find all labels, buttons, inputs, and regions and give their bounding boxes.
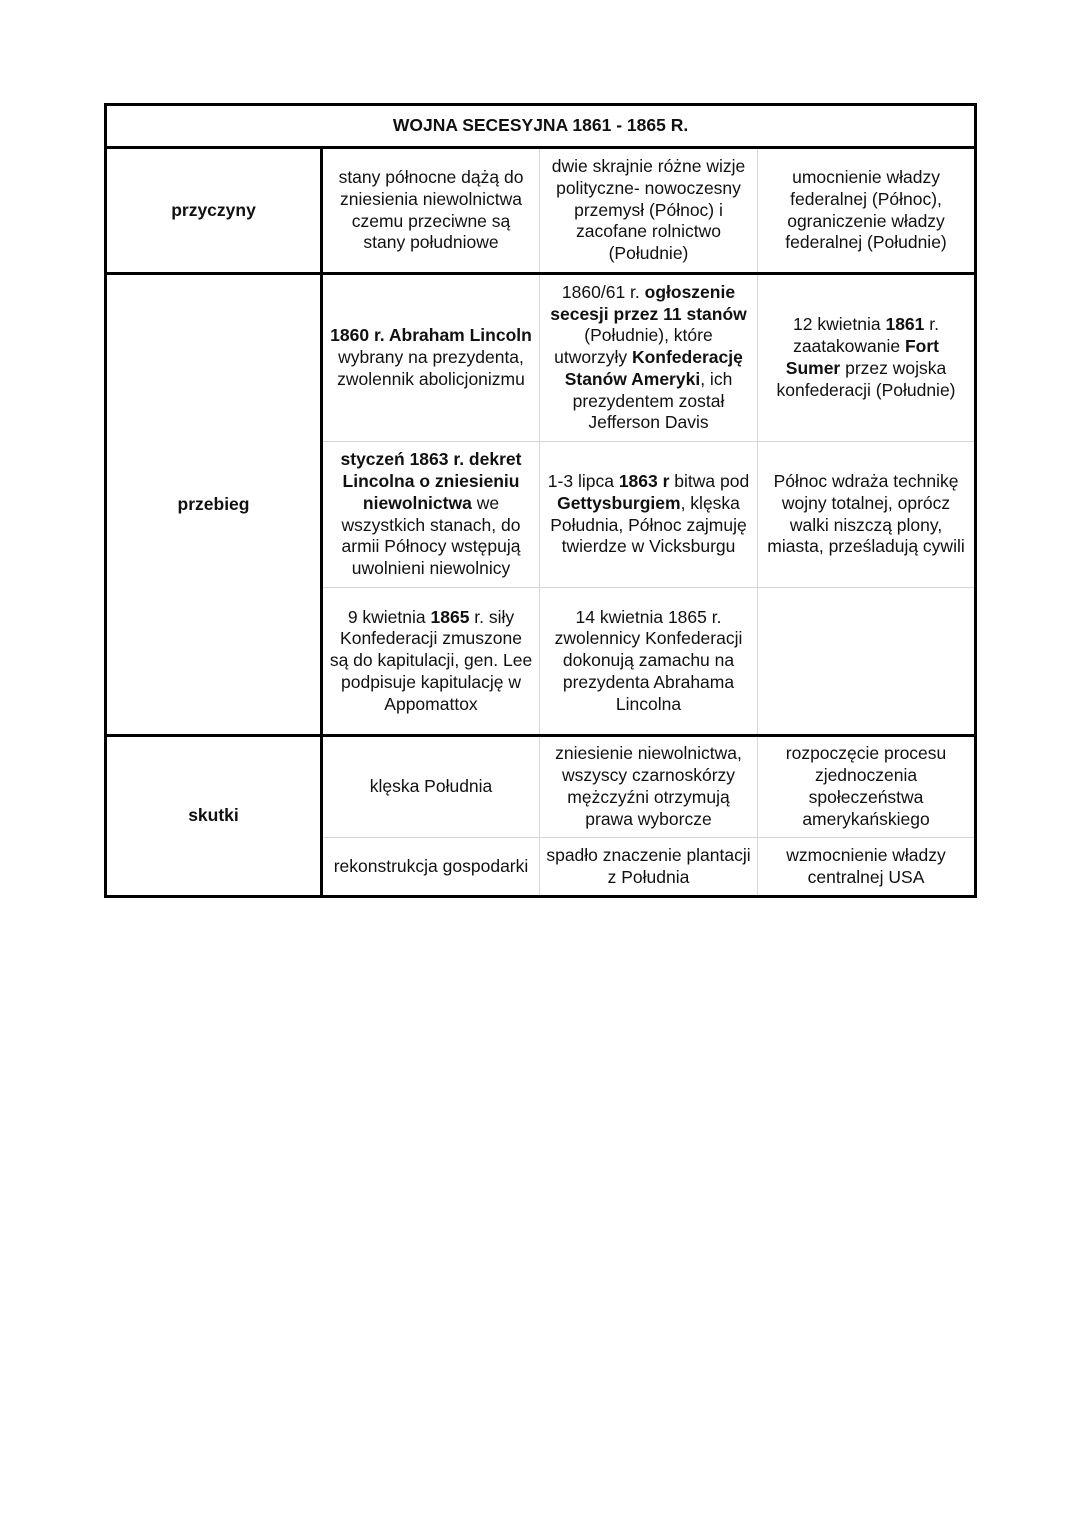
cell-text-segment: dwie skrajnie różne wizje polityczne- nowoczesny przemysł (Północ) i zacofane rolnictwo (Południe): [551, 156, 746, 264]
cell-text-segment: r. zaatakowanie: [793, 314, 939, 357]
row-skutki-1: [106, 736, 976, 838]
cell-text-segment: Północ wdraża technikę wojny totalnej, oprócz walki niszczą plony, miasta, prześladują cywili: [767, 470, 965, 557]
row-przebieg-1: [106, 274, 976, 442]
cell-przyczyny-1: [322, 148, 540, 274]
table-title: WOJNA SECESYJNA 1861 - 1865 R.: [106, 105, 976, 148]
cell-text-segment: klęska Południa: [369, 776, 493, 797]
label-przebieg: przebieg: [106, 274, 322, 736]
cell-text-segment: ogłoszenie secesji przez 11 stanów: [550, 281, 747, 324]
cell-text-segment: we wszystkich stanach, do armii Północy wstępują uwolnieni niewolnicy: [341, 492, 521, 579]
label-skutki: skutki: [106, 736, 322, 897]
cell-text-segment: , ich prezydentem został Jefferson Davis: [572, 368, 733, 433]
cell-text-segment: 1860 r. Abraham Lincoln: [330, 325, 532, 346]
cell-text-segment: wybrany na prezydenta, zwolennik abolicjonizmu: [337, 347, 525, 389]
cell-text-segment: przez wojska konfederacji (Południe): [776, 358, 956, 400]
cell-text-segment: 9 kwietnia: [347, 606, 431, 627]
cell-text-segment: spadło znaczenie plantacji z Południa: [546, 844, 751, 887]
cell-text-segment: Konfederację Stanów Ameryki: [564, 347, 743, 389]
cell-text-segment: Fort Sumer: [785, 336, 939, 378]
cell-text-segment: 1865: [430, 606, 470, 627]
cell-text-segment: 1863 r: [618, 470, 670, 491]
label-przyczyny: przyczyny: [106, 148, 322, 274]
cell-text-segment: 1-3 lipca: [547, 470, 619, 491]
cell-przyczyny-2: [540, 148, 758, 274]
cell-text-segment: rekonstrukcja gospodarki: [333, 855, 529, 876]
cell-skutki-1-1: [322, 736, 540, 838]
cell-przebieg-2-1: [322, 442, 540, 588]
cell-text-segment: Gettysburgiem: [557, 492, 681, 513]
row-przyczyny: [106, 148, 976, 274]
title-row: [106, 105, 976, 148]
cell-text-segment: styczeń 1863 r. dekret Lincolna o zniesieniu niewolnictwa: [340, 449, 522, 513]
cell-text-segment: 14 kwietnia 1865 r. zwolennicy Konfederacji dokonują zamachu na prezydenta Abrahama Lincolna: [554, 606, 743, 714]
cell-skutki-2-3: [758, 838, 976, 897]
cell-przebieg-3-2: [540, 588, 758, 736]
cell-text-segment: bitwa pod: [669, 470, 750, 491]
cell-przyczyny-3: [758, 148, 976, 274]
cell-przebieg-2-3: [758, 442, 976, 588]
cell-text-segment: zniesienie niewolnictwa, wszyscy czarnoskórzy mężczyźni otrzymują prawa wyborcze: [555, 743, 742, 829]
cell-text-segment: , klęska Południa, Północ zajmuję twierdze w Vicksburgu: [550, 492, 747, 557]
cell-skutki-2-1: [322, 838, 540, 897]
cell-text-segment: umocnienie władzy federalnej (Północ), ograniczenie władzy federalnej (Południe): [785, 166, 947, 253]
cell-przebieg-3-1: [322, 588, 540, 736]
cell-text-segment: wzmocnienie władzy centralnej USA: [786, 844, 946, 887]
civil-war-table: [104, 103, 977, 898]
cell-text-segment: 12 kwietnia: [793, 314, 886, 335]
cell-przebieg-1-2: [540, 274, 758, 442]
cell-skutki-2-2: [540, 838, 758, 897]
cell-przebieg-1-1: [322, 274, 540, 442]
cell-przebieg-2-2: [540, 442, 758, 588]
cell-text-segment: (Południe), które utworzyły: [554, 325, 713, 368]
cell-text-segment: stany północne dążą do zniesienia niewolnictwa czemu przeciwne są stany południowe: [338, 166, 524, 253]
cell-przebieg-1-3: [758, 274, 976, 442]
cell-skutki-1-3: [758, 736, 976, 838]
cell-text-segment: rozpoczęcie procesu zjednoczenia społeczeństwa amerykańskiego: [785, 743, 947, 829]
cell-przebieg-3-3: [758, 588, 976, 736]
cell-text-segment: r. siły Konfederacji zmuszone są do kapitulacji, gen. Lee podpisuje kapitulację w Appomattox: [329, 606, 533, 714]
cell-skutki-1-2: [540, 736, 758, 838]
cell-text-segment: 1861: [885, 314, 925, 335]
cell-text-segment: 1860/61 r.: [561, 281, 645, 302]
